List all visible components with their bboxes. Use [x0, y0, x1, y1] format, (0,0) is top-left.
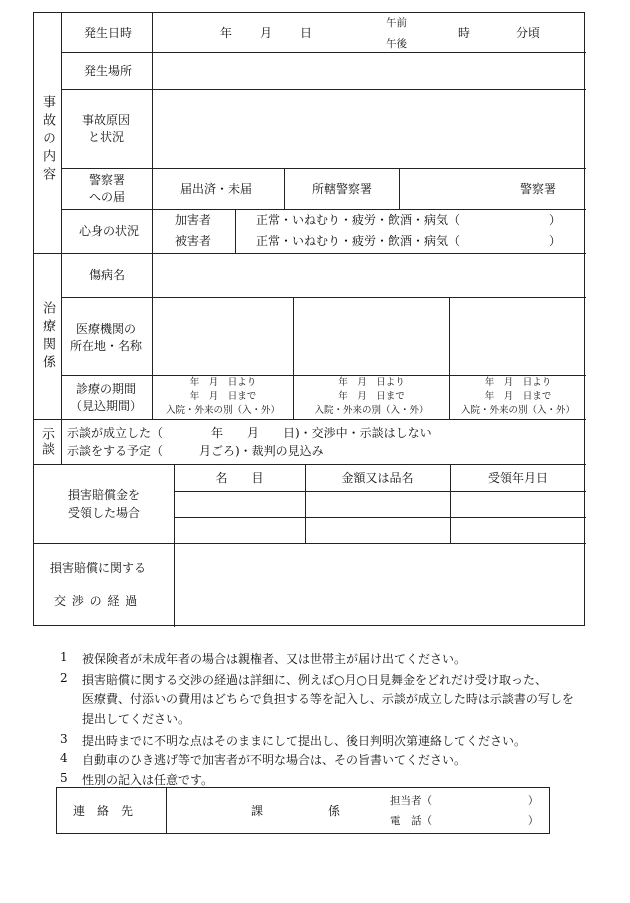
institution-field-2[interactable]: [294, 298, 449, 375]
year-unit: 年: [220, 26, 233, 40]
victim-condition-close: ）: [549, 234, 562, 248]
period-to-3: 年 月 日まで: [484, 391, 552, 402]
period-from-1: 年 月 日より: [189, 377, 257, 388]
period-label-line2: （見込期間）: [70, 399, 143, 413]
pm-label: 午後: [386, 38, 407, 50]
contact-person-label[interactable]: 担当者（: [390, 795, 432, 807]
contact-person-close: ）: [528, 795, 539, 807]
perpetrator-condition-options[interactable]: 正常・いねむり・疲労・飲酒・病気（: [256, 213, 461, 227]
am-label: 午前: [386, 17, 407, 29]
cause-label-line1: 事故原因: [82, 113, 131, 127]
month-unit: 月: [260, 26, 273, 40]
hour-unit: 時: [458, 26, 471, 40]
police-station-label: 警察署: [520, 182, 557, 196]
section-settlement-label: 示談: [39, 427, 54, 457]
note-item: 4 自動車のひき逃げ等で加害者が不明な場合は、その旨書いてください。: [60, 751, 467, 767]
police-label-line1: 警察署: [89, 173, 126, 187]
period-label-line1: 診療の期間: [76, 382, 137, 396]
compensation-col-item: 名 目: [215, 471, 264, 485]
accident-report-form: [33, 12, 585, 626]
note-item: 2 損害賠償に関する交渉の経過は詳細に、例えば○月○日見舞金をどれだけ受け取った、: [60, 671, 547, 687]
datetime-label: 発生日時: [84, 26, 133, 40]
section-treatment-label: 治療関係: [40, 301, 55, 373]
place-field[interactable]: [153, 53, 585, 89]
police-jurisdiction-label: 所轄警察署: [312, 182, 373, 196]
compensation-row-1[interactable]: [175, 492, 585, 517]
perpetrator-condition-close: ）: [549, 213, 562, 227]
victim-label: 被害者: [175, 234, 212, 248]
compensation-col-amount: 金額又は品名: [341, 471, 414, 485]
police-label-line2: への届: [89, 190, 126, 204]
note-item: 5 性別の記入は任意です。: [60, 771, 214, 787]
day-unit: 日: [300, 26, 313, 40]
period-to-1: 年 月 日まで: [189, 391, 257, 402]
negotiation-field[interactable]: [175, 544, 585, 626]
period-from-2: 年 月 日より: [338, 377, 405, 388]
negotiation-label-line2: 交 渉 の 経 過: [54, 594, 139, 608]
institution-label-line2: 所在地・名称: [70, 339, 143, 353]
injury-field[interactable]: [153, 254, 585, 297]
period-type-2[interactable]: 入院・外来の別（入・外）: [314, 405, 429, 416]
cause-label-line2: と状況: [88, 130, 125, 144]
contact-section-unit: 課: [251, 804, 264, 818]
note-item: 提出してください。: [82, 712, 191, 726]
place-label: 発生場所: [84, 64, 133, 78]
period-from-3: 年 月 日より: [484, 377, 552, 388]
settlement-line2[interactable]: 示談をする予定（ 月ごろ)・裁判の見込み: [67, 444, 324, 458]
note-item: 1 被保険者が未成年者の場合は親権者、又は世帯主が届け出てください。: [60, 650, 467, 666]
section-accident-label: 事故の内容: [40, 95, 55, 185]
compensation-col-date: 受領年月日: [487, 471, 548, 485]
contact-phone-close: ）: [528, 815, 539, 827]
note-item: 3 提出時までに不明な点はそのままにして提出し、後日判明次第連絡してください。: [60, 732, 527, 748]
note-item: 医療費、付添いの費用はどちらで負担する等を記入し、示談が成立した時は示談書の写しを: [82, 692, 574, 706]
perpetrator-label: 加害者: [175, 213, 212, 227]
settlement-line1[interactable]: 示談が成立した（ 年 月 日)・交渉中・示談はしない: [67, 426, 432, 440]
police-report-status[interactable]: 届出済・未届: [180, 182, 253, 196]
contact-clerk-unit: 係: [328, 804, 341, 818]
victim-condition-options[interactable]: 正常・いねむり・疲労・飲酒・病気（: [256, 234, 461, 248]
period-to-2: 年 月 日まで: [338, 391, 405, 402]
compensation-label-line1: 損害賠償金を: [68, 488, 141, 502]
datetime-field[interactable]: [153, 13, 585, 52]
cause-field[interactable]: [153, 90, 585, 168]
institution-label-line1: 医療機関の: [76, 322, 137, 336]
contact-label: 連 絡 先: [73, 804, 134, 818]
institution-field-1[interactable]: [153, 298, 293, 375]
compensation-label-line2: 受領した場合: [68, 506, 141, 520]
period-type-1[interactable]: 入院・外来の別（入・外）: [165, 405, 280, 416]
injury-label: 傷病名: [89, 268, 126, 282]
period-type-3[interactable]: 入院・外来の別（入・外）: [460, 405, 575, 416]
contact-phone-label[interactable]: 電 話（: [390, 815, 432, 827]
negotiation-label-line1: 損害賠償に関する: [50, 561, 147, 575]
contact-box: [56, 787, 550, 834]
institution-field-3[interactable]: [450, 298, 585, 375]
compensation-row-2[interactable]: [175, 518, 585, 543]
condition-label: 心身の状況: [79, 224, 140, 238]
minute-unit: 分頃: [516, 26, 541, 40]
